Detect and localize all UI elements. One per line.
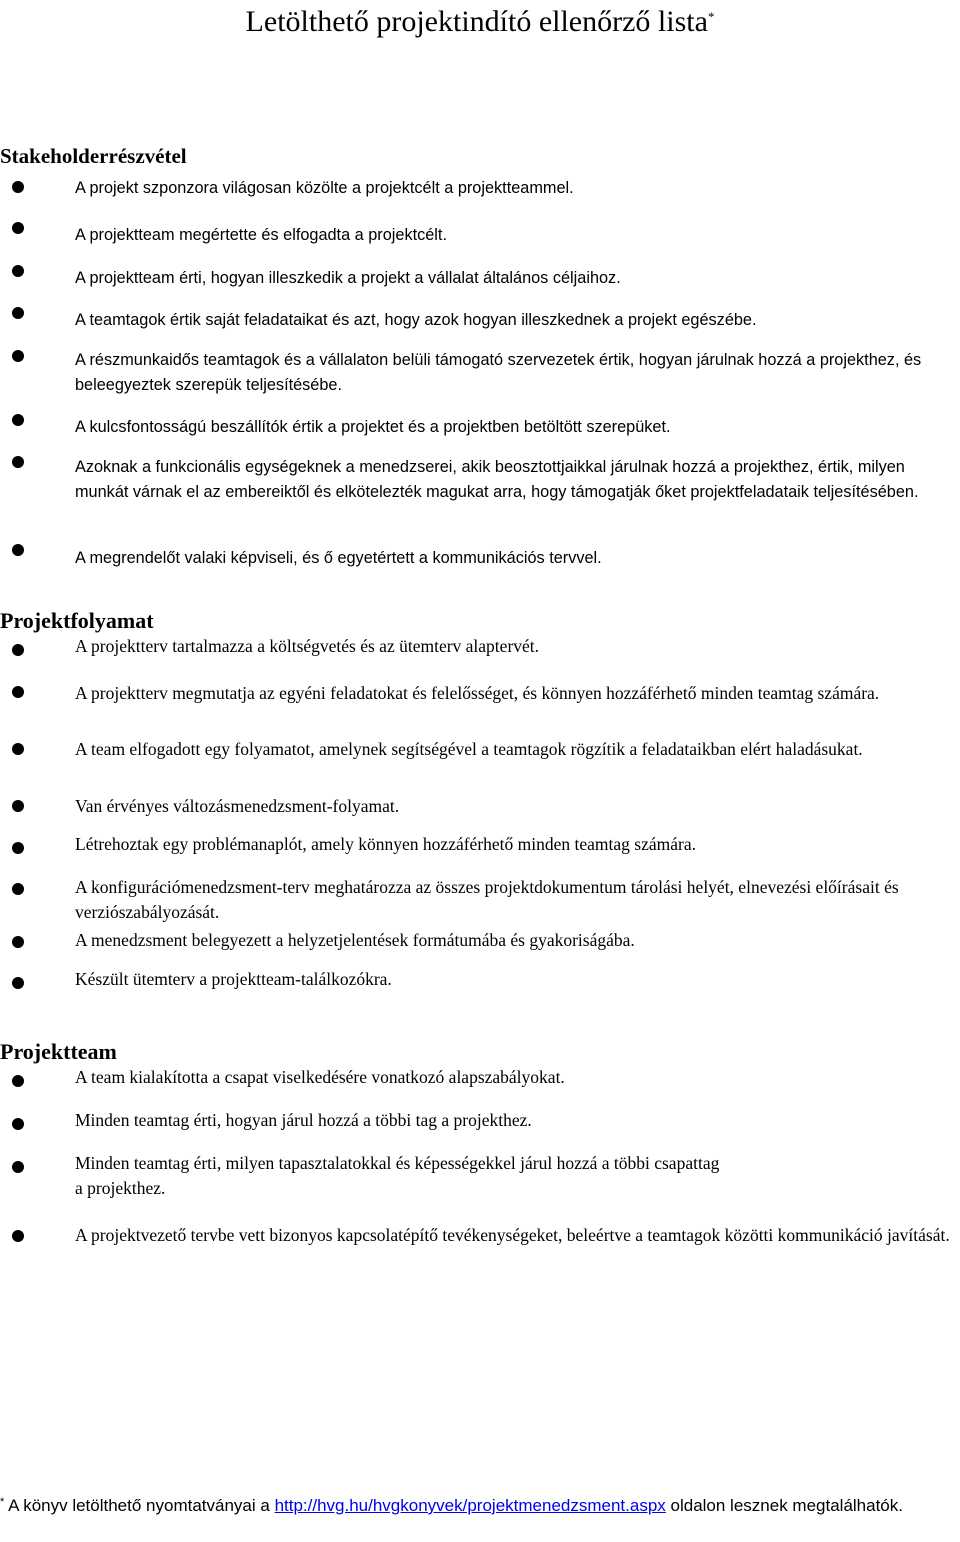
- bullet-icon: [12, 936, 24, 948]
- footnote-mark: *: [0, 1496, 5, 1508]
- footnote-link[interactable]: http://hvg.hu/hvgkonyvek/projektmenedzsment.aspx: [274, 1496, 666, 1515]
- checklist-item-text: A teamtagok értik saját feladataikat és azt, hogy azok hogyan illeszkednek a projekt egészébe.: [75, 311, 757, 329]
- bullet-icon: [12, 743, 24, 755]
- checklist-item-text: Minden teamtag érti, hogyan járul hozzá a többi tag a projekthez.: [75, 1110, 532, 1130]
- bullet-icon: [12, 350, 24, 362]
- checklist-item-text: A team elfogadott egy folyamatot, amelynek segítségével a teamtagok rögzítik a feladataikban elért haladásukat.: [75, 739, 863, 759]
- bullet-icon: [12, 977, 24, 989]
- checklist-item-text: A projektteam megértette és elfogadta a projektcélt.: [75, 226, 447, 244]
- checklist-item-text: Készült ütemterv a projektteam-találkozókra.: [75, 969, 392, 989]
- bullet-icon: [12, 307, 24, 319]
- checklist-item-text: A projektterv tartalmazza a költségvetés és az ütemterv alaptervét.: [75, 636, 540, 656]
- bullet-icon: [12, 883, 24, 895]
- checklist-item-text: A projektterv megmutatja az egyéni feladatokat és felelősséget, és könnyen hozzáférhető minden teamtag számára.: [75, 683, 880, 703]
- checklist-item-text: Azoknak a funkcionális egységeknek a menedzserei, akik beosztottjaikkal járulnak hozzá a projekthez, értik, milyen munkát várnak el az embereiktől és elkötelezték magukat arra, hogy támogatják őket projektfeladataik teljesítésében.: [75, 458, 919, 501]
- footnote-text-before: A könyv letölthető nyomtatványai a: [4, 1496, 275, 1515]
- bullet-icon: [12, 1230, 24, 1242]
- checklist-item-text: Létrehoztak egy problémanaplót, amely könnyen hozzáférhető minden teamtag számára.: [75, 834, 696, 854]
- checklist-item-text: A projektteam érti, hogyan illeszkedik a projekt a vállalat általános céljaihoz.: [75, 269, 621, 287]
- section-heading-team: Projektteam: [0, 1039, 117, 1064]
- bullet-icon: [12, 456, 24, 468]
- bullet-icon: [12, 265, 24, 277]
- footnote-text-after: oldalon lesznek megtalálhatók.: [665, 1496, 903, 1515]
- checklist-item-text: Minden teamtag érti, milyen tapasztalatokkal és képességekkel járul hozzá a többi csapattag a projekthez.: [75, 1153, 720, 1198]
- bullet-icon: [12, 800, 24, 812]
- title-text: Letölthető projektindító ellenőrző lista: [245, 5, 708, 38]
- bullet-icon: [12, 842, 24, 854]
- title-footnote-mark: *: [707, 9, 715, 24]
- checklist-item-text: A projekt szponzora világosan közölte a projektcélt a projektteammel.: [75, 179, 574, 197]
- checklist-item-text: A megrendelőt valaki képviseli, és ő egyetértett a kommunikációs tervvel.: [75, 549, 602, 567]
- checklist-item-text: A menedzsment belegyezett a helyzetjelentések formátumába és gyakoriságába.: [75, 930, 635, 950]
- footnote: [0, 1493, 960, 1521]
- page-title: [0, 2, 960, 47]
- bullet-icon: [12, 1075, 24, 1087]
- section-heading-stakeholder: Stakeholderrészvétel: [0, 144, 187, 168]
- section-heading-process: Projektfolyamat: [0, 608, 154, 633]
- checklist-item-text: A részmunkaidős teamtagok és a vállalaton belüli támogató szervezetek értik, hogyan járulnak hozzá a projekthez, és beleegyeztek szerepük teljesítésébe.: [75, 351, 922, 394]
- bullet-icon: [12, 181, 24, 193]
- bullet-icon: [12, 1161, 24, 1173]
- bullet-icon: [12, 686, 24, 698]
- checklist-item-text: A konfigurációmenedzsment-terv meghatározza az összes projektdokumentum tárolási helyét, elnevezési előírásait és verziószabályozását.: [75, 877, 899, 922]
- checklist-item-text: A team kialakította a csapat viselkedésére vonatkozó alapszabályokat.: [75, 1067, 565, 1087]
- checklist-item-text: A kulcsfontosságú beszállítók értik a projektet és a projektben betöltött szerepüket.: [75, 418, 671, 436]
- bullet-icon: [12, 644, 24, 656]
- bullet-icon: [12, 1118, 24, 1130]
- checklist-item-text: A projektvezető tervbe vett bizonyos kapcsolatépítő tevékenységeket, beleértve a teamtagok közötti kommunikáció javítását.: [75, 1225, 950, 1245]
- bullet-icon: [12, 222, 24, 234]
- bullet-icon: [12, 544, 24, 556]
- bullet-icon: [12, 414, 24, 426]
- checklist-item-text: Van érvényes változásmenedzsment-folyamat.: [75, 796, 400, 816]
